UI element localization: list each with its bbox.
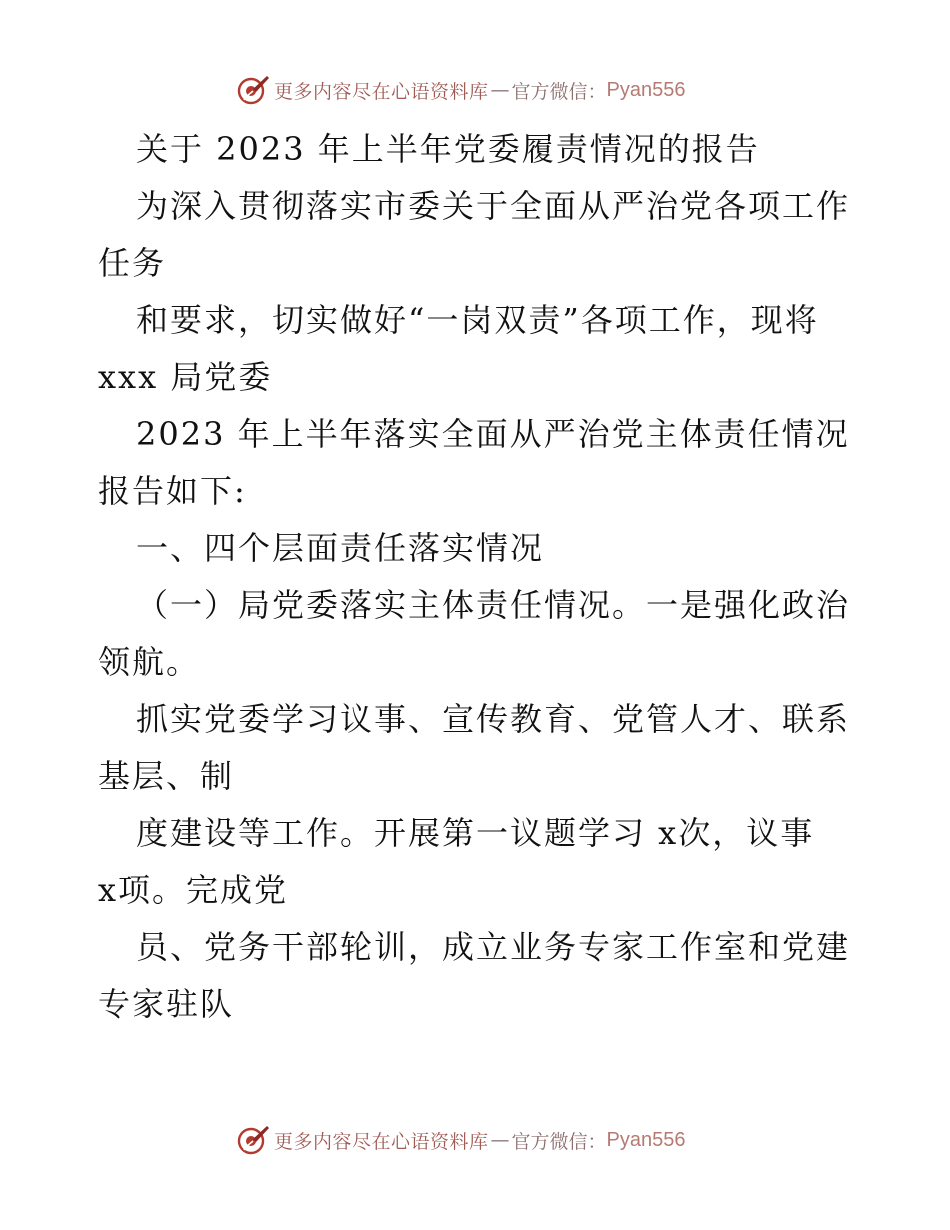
pen-logo-icon xyxy=(236,73,270,107)
watermark-id: Pyan556 xyxy=(606,78,686,101)
watermark-dash: — xyxy=(490,1129,510,1151)
paragraph xyxy=(98,805,868,919)
paragraph-line: 一、四个层面责任落实情况 xyxy=(136,529,545,567)
paragraph-line-wrap: xxx 局党委 xyxy=(98,358,273,396)
paragraph-line: 2023 年上半年落实全面从严治党主体责任情况 xyxy=(136,415,850,453)
paragraph-line: 抓实党委学习议事、宣传教育、党管人才、联系 xyxy=(136,700,851,738)
watermark-label: 官方微信： xyxy=(511,1130,607,1153)
paragraph xyxy=(98,691,868,805)
paragraph xyxy=(98,292,868,406)
paragraph-line-wrap: x项。完成党 xyxy=(98,871,289,909)
watermark-dash: — xyxy=(490,79,510,101)
paragraph-line-wrap: 专家驻队 xyxy=(98,985,235,1023)
paragraph-line-wrap: 基层、制 xyxy=(98,757,235,795)
paragraph xyxy=(98,919,868,1033)
document-body xyxy=(98,121,868,1033)
paragraph-line-wrap: 任务 xyxy=(98,244,167,282)
paragraph-line: 和要求，切实做好“一岗双责”各项工作，现将 xyxy=(136,301,819,339)
section-heading xyxy=(98,520,868,577)
watermark-footer xyxy=(236,1123,686,1157)
paragraph xyxy=(98,406,868,520)
paragraph-line: （一）局党委落实主体责任情况。一是强化政治 xyxy=(136,586,851,624)
watermark-id: Pyan556 xyxy=(606,1128,686,1151)
paragraph xyxy=(98,577,868,691)
watermark-text: 更多内容尽在心语资料库 xyxy=(274,80,489,103)
pen-logo-icon xyxy=(236,1123,270,1157)
watermark-text: 更多内容尽在心语资料库 xyxy=(274,1130,489,1153)
paragraph-line: 度建设等工作。开展第一议题学习 x次，议事 xyxy=(136,814,815,852)
paragraph-line: 关于 2023 年上半年党委履责情况的报告 xyxy=(136,130,760,168)
document-title xyxy=(98,121,868,178)
paragraph-line-wrap: 报告如下: xyxy=(98,472,247,510)
paragraph-line-wrap: 领航。 xyxy=(98,643,201,681)
watermark-header xyxy=(236,73,686,107)
paragraph-line: 员、党务干部轮训，成立业务专家工作室和党建 xyxy=(136,928,851,966)
watermark-label: 官方微信： xyxy=(511,80,607,103)
paragraph xyxy=(98,178,868,292)
paragraph-line: 为深入贯彻落实市委关于全面从严治党各项工作 xyxy=(136,187,851,225)
